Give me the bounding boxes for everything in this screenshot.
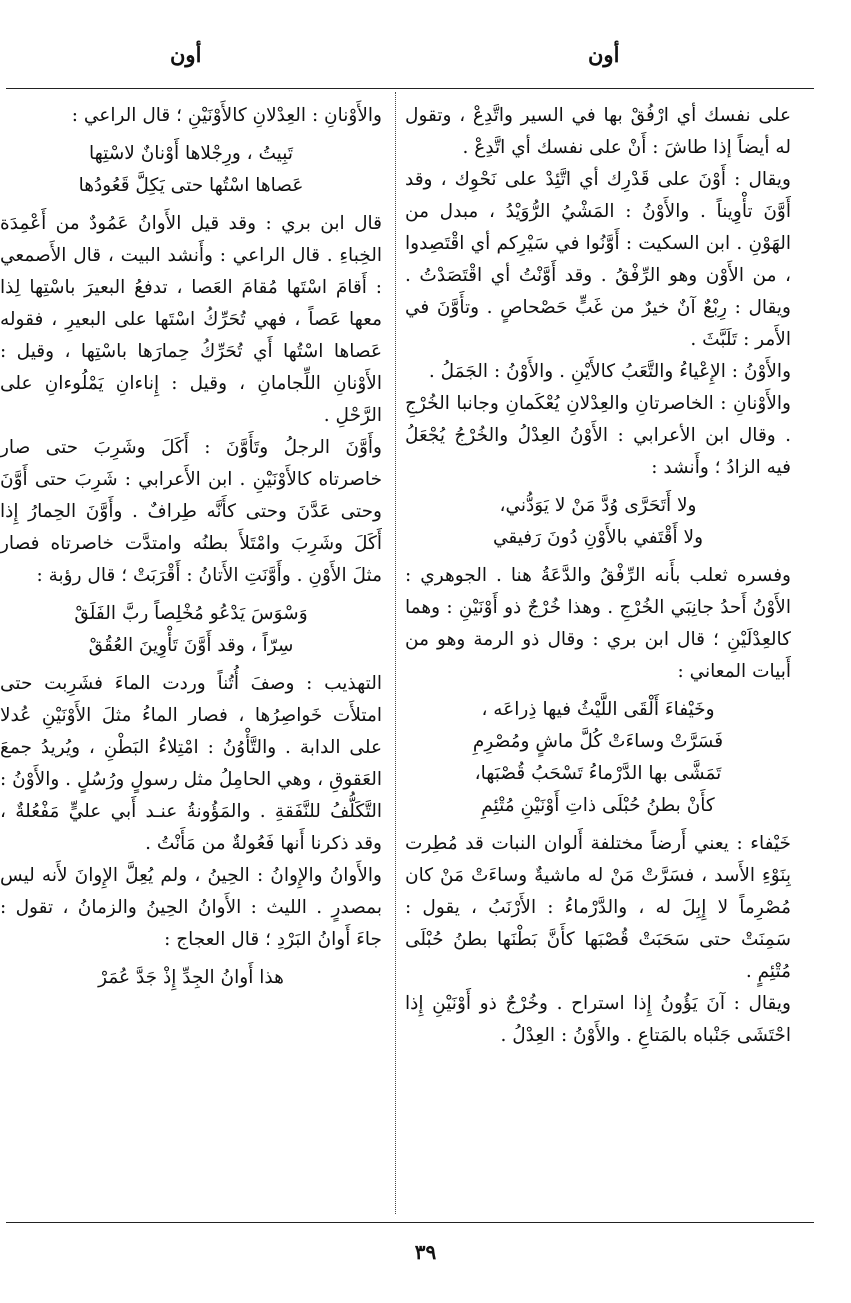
verse-line: وَسْوَسَ يَدْعُو مُخْلِصاً ربَّ الفَلَقْ [74,603,308,624]
footer-rule [6,1222,814,1223]
column-divider [395,92,396,1214]
right-column [405,100,791,1215]
verse-block [0,138,382,202]
verse-line: كأَنْ بطنُ حُبْلَى ذاتِ أَوْنَيْنِ مُتْئِمِ [481,795,715,816]
verse-block [405,490,791,554]
verse-line: تَمَشَّى بها الدَّرْماءُ تَسْحَبُ قُصْبَها، [474,763,722,784]
paragraph: والأَوْنانِ : الخاصرتانِ والعِدْلانِ يُعْكَمانِ وجانبا الخُرْجِ . وقال ابن الأعرابي : الأَوْنُ العِدْلُ والخُرْجُ يُجْعَلُ فيه الزادُ ؛ وأَنشد : [405,393,791,478]
paragraph: قال ابن بري : وقد قيل الأَوانُ عَمُودٌ من أَعْمِدَة الخِباءِ . قال الراعي : وأَنشد البيت ، قال الأَصمعي : أَقامَ اسْتَها مُقامَ العَصا ، تدفعُ البعيرَ باسْتِها لِذا معها عَصاً ، فهي تُحَرِّكُ اسْتَها على البعيرِ ، فقوله عَصاها اسْتُها أَي تُحَرِّكُ حِمارَها باسْتِها ، وقيل : الأَوْنانِ اللِّجامانِ ، وقيل : إِناءانِ يَمْلُوءانِ على الرَّحْلِ . [0,213,382,426]
paragraph: على نفسك أي ارْفُقْ بها في السير واتَّدِعْ ، وتقول له أيضاً إذا طاشَ : أَنْ على نفسك أي اتَّدِعْ . [405,105,791,158]
verse-line: وخَيْفاءَ أَلْقَى اللَّيْثُ فيها ذِراعَه ، [481,699,715,720]
running-head-left: أون [170,42,202,67]
paragraph: والأَوْنانِ : العِدْلانِ كالأَوْنَيْنِ ؛ قال الراعي : [71,105,382,126]
paragraph: وفسره ثعلب بأَنه الرِّفْقُ والدَّعَةُ هنا . الجوهري : الأَوْنُ أَحدُ جانِبَي الخُرْجِ . وهذا خُرْجٌ ذو أَوْنَيْنِ : وهما كالعِدْلَيْنِ ؛ قال ابن بري : وقال ذو الرمة وهو من أَبيات المعاني : [405,565,791,682]
paragraph: ويقال : أَوْنَ على قَدْرِك أي اتَّئِدْ على نَحْوِك ، وقد أَوَّنَ تأْوِيناً . والأَوْنُ : المَشْيُ الرُّوَيْدُ ، مبدل من الهَوْنِ . ابن السكيت : أَوَّنُوا في سَيْرِكم أي اقْتَصِدوا ، من الأَوْن وهو الرِّفْقُ . وقد أَوَّنْتُ أي اقْتَصَدْتُ . ويقال : رِبْعٌ آنٌ خيرٌ من غَبٍّ حَصْحاصٍ . وتأَوَّنَ في الأَمر : تَلَبَّثَ . [405,169,791,350]
header-rule [6,88,814,89]
left-column [0,100,382,1215]
paragraph: والأَوانُ والإِوانُ : الحِينُ ، ولم يُعِلَّ الإِوانَ لأَنه ليس بمصدرٍ . الليث : الأَوانُ الحِينُ والزمانُ ، تقول : جاءَ أَوانُ البَرْدِ ؛ قال العجاج : [0,865,382,950]
verse-block [0,962,382,994]
running-head-right: أون [588,42,620,67]
verse-line: فَسَرَّتْ وساءَتْ كُلَّ ماشٍ ومُصْرِمِ [472,731,724,752]
verse-line: سِرّاً ، وقد أَوَّنَ تَأْوِينَ العُقُقْ [88,635,294,656]
verse-line: ولا أَتَحَرَّى وُدَّ مَنْ لا يَوَدُّني، [499,495,697,516]
paragraph: والأَوْنُ : الإِعْياءُ والتَّعَبُ كالأَيْنِ . والأَوْنُ : الجَمَلُ . [428,361,791,382]
verse-line: ولا أَقْتَفي بالأَوْنِ دُونَ رَفيقي [492,527,704,548]
verse-line: عَصاها اسْتُها حتى يَكِلَّ قَعُودُها [78,175,304,196]
paragraph: ويقال : آنَ يَؤُونُ إِذا استراح . وخُرْجٌ ذو أَوْنَيْنِ إِذا احْتَشَى جَنْباه بالمَتاعِ . والأَوْنُ : العِدْلُ . [405,993,791,1046]
verse-block [0,598,382,662]
paragraph: خَيْفاء : يعني أَرضاً مختلفة أَلوان النبات قد مُطِرت بِنَوْءِ الأَسد ، فسَرَّتْ مَنْ له ماشيةٌ وساءَتْ مَنْ كان مُصْرِماً لا إِبِلَ له ، والدَّرْماءُ : الأَرْنَبُ ، يقول : سَمِنَتْ حتى سَحَبَتْ قُصْبَها كأَنَّ بَطْنَها بطنُ حُبْلَى مُتْئِمٍ . [405,833,791,982]
paragraph: وأَوَّنَ الرجلُ وتَأَوَّنَ : أَكَلَ وشَرِبَ حتى صار خاصرتاه كالأَوْنَيْنِ . ابن الأَعرابي : شَرِبَ حتى أَوَّنَ وحتى عَدَّنَ وحتى كأَنَّه طِرافٌ . وأَوَّنَ الحِمارُ إِذا أَكَلَ وشَرِبَ وامْتَلأَ بطنُه وامتدَّت خاصرتاه فصار مثلَ الأَوْنِ . وأَوَّنَتِ الأَتانُ : أَقْرَبَتْ ؛ قال رؤبة : [0,437,382,586]
paragraph: التهذيب : وصفَ أُتُناً وردت الماءَ فشَرِبت حتى امتلأَت خَواصِرُها ، فصار الماءُ مثلَ الأَوْنَيْنِ عُدلا على الدابة . والتَّأْوُنُ : امْتِلاءُ البَطْنِ ، ويُريدُ جمعَ العَقوقِ ، وهي الحامِلُ مثل رسولٍ ورُسُلٍ . والأَوْنُ : التَّكَلُّفُ للنَّفَقةِ . والمَؤُونةُ عنـد أَبي عليٍّ مَفْعُلةٌ ، وقد ذكرنا أَنها فَعُولةٌ من مَأَنْتُ . [0,673,382,854]
verse-line: تَبِيتُ ، ورِجْلاها أَوْنانٌ لاسْتِها [89,143,293,164]
verse-line: هذا أَوانُ الجِدِّ إِذْ جَدَّ عُمَرْ [98,967,284,988]
verse-block [405,694,791,822]
page-number: ٣٩ [414,1240,437,1264]
